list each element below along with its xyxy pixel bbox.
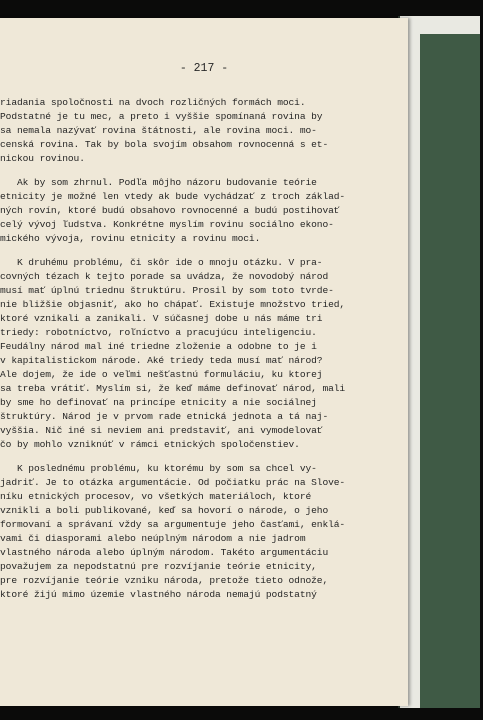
text-line: čo by mohlo vzniknúť v rámci etnických spoločenstiev. bbox=[0, 439, 300, 450]
text-line: Ale dojem, že ide o veľmi nešťastnú formuláciu, ku ktorej bbox=[0, 369, 323, 380]
text-line: Feudálny národ mal iné triedne zloženie a odobne to je i bbox=[0, 341, 317, 352]
text-line: pre rozvíjanie teórie vzniku národa, pretože tieto odnože, bbox=[0, 575, 329, 586]
text-line: ktoré žijú mimo územie vlastného národa nemajú podstatný bbox=[0, 589, 317, 600]
text-line: jadriť. Je to otázka argumentácie. Od počiatku prác na Slove- bbox=[0, 477, 346, 488]
paragraph bbox=[0, 462, 404, 602]
binder-board bbox=[398, 16, 480, 708]
text-line: vyššia. Nič iné si neviem ani predstaviť, ani vymodelovať bbox=[0, 425, 323, 436]
text-line: v kapitalistickom národe. Aké triedy teda musí mať národ? bbox=[0, 355, 323, 366]
text-line: celý vývoj ľudstva. Konkrétne myslím rovinu sociálno ekono- bbox=[0, 219, 334, 230]
text-line: níku etnických procesov, vo všetkých materiáloch, ktoré bbox=[0, 491, 312, 502]
text-line: nie bližšie objasniť, ako ho chápať. Existuje množstvo tried, bbox=[0, 299, 346, 310]
text-line: K poslednému problému, ku ktorému by som sa chcel vy- bbox=[0, 463, 317, 474]
text-line: vznikli a boli publikované, keď sa hovorí o národe, o jeho bbox=[0, 505, 329, 516]
body-text bbox=[0, 96, 404, 602]
text-line: vami či diasporami alebo neúplným národom a nie jadrom bbox=[0, 533, 306, 544]
text-line: mického vývoja, rovinu etnicity a rovinu moci. bbox=[0, 233, 261, 244]
text-line: K druhému problému, či skôr ide o mnoju otázku. V pra- bbox=[0, 257, 323, 268]
text-line: nickou rovinou. bbox=[0, 153, 85, 164]
text-line: považujem za nepodstatnú pre rozvíjanie teórie etnicity, bbox=[0, 561, 317, 572]
text-line: formovaní a správaní vždy sa argumentuje jeho časťami, enklá- bbox=[0, 519, 346, 530]
text-line: sa nemala nazývať rovina štátnosti, ale rovina moci. mo- bbox=[0, 125, 317, 136]
text-line: riadania spoločnosti na dvoch rozličných formách moci. bbox=[0, 97, 306, 108]
paragraph bbox=[0, 96, 404, 166]
text-line: Ak by som zhrnul. Podľa môjho názoru budovanie teórie bbox=[0, 177, 317, 188]
text-line: etnicity je možné len vtedy ak bude vychádzať z troch základ- bbox=[0, 191, 346, 202]
text-line: vlastného národa alebo úplným národom. Takéto argumentáciu bbox=[0, 547, 329, 558]
paragraph bbox=[0, 256, 404, 452]
paragraph bbox=[0, 176, 404, 246]
document-page bbox=[0, 18, 408, 706]
text-line: ných rovín, ktoré budú obsahovo rovnocenné a budú postihovať bbox=[0, 205, 340, 216]
text-line: by sme ho definovať na princípe etnicity a nie sociálnej bbox=[0, 397, 317, 408]
text-line: censká rovina. Tak by bola svojím obsahom rovnocenná s et- bbox=[0, 139, 329, 150]
text-line: triedy: robotníctvo, roľníctvo a pracujúcu inteligenciu. bbox=[0, 327, 317, 338]
text-line: ktoré vznikali a zanikali. V súčasnej dobe u nás máme tri bbox=[0, 313, 323, 324]
text-line: musí mať úplnú triednu štruktúru. Prosil by som toto tvrde- bbox=[0, 285, 334, 296]
text-line: sa treba vrátiť. Myslím si, že keď máme definovať národ, mali bbox=[0, 383, 346, 394]
page-number: - 217 - bbox=[179, 62, 229, 75]
text-line: covných tézach k tejto porade sa uvádza, že novodobý národ bbox=[0, 271, 329, 282]
text-line: štruktúry. Národ je v prvom rade etnická jednota a tá naj- bbox=[0, 411, 329, 422]
text-line: Podstatné je tu mec, a preto i vyššie spomínaná rovina by bbox=[0, 111, 323, 122]
